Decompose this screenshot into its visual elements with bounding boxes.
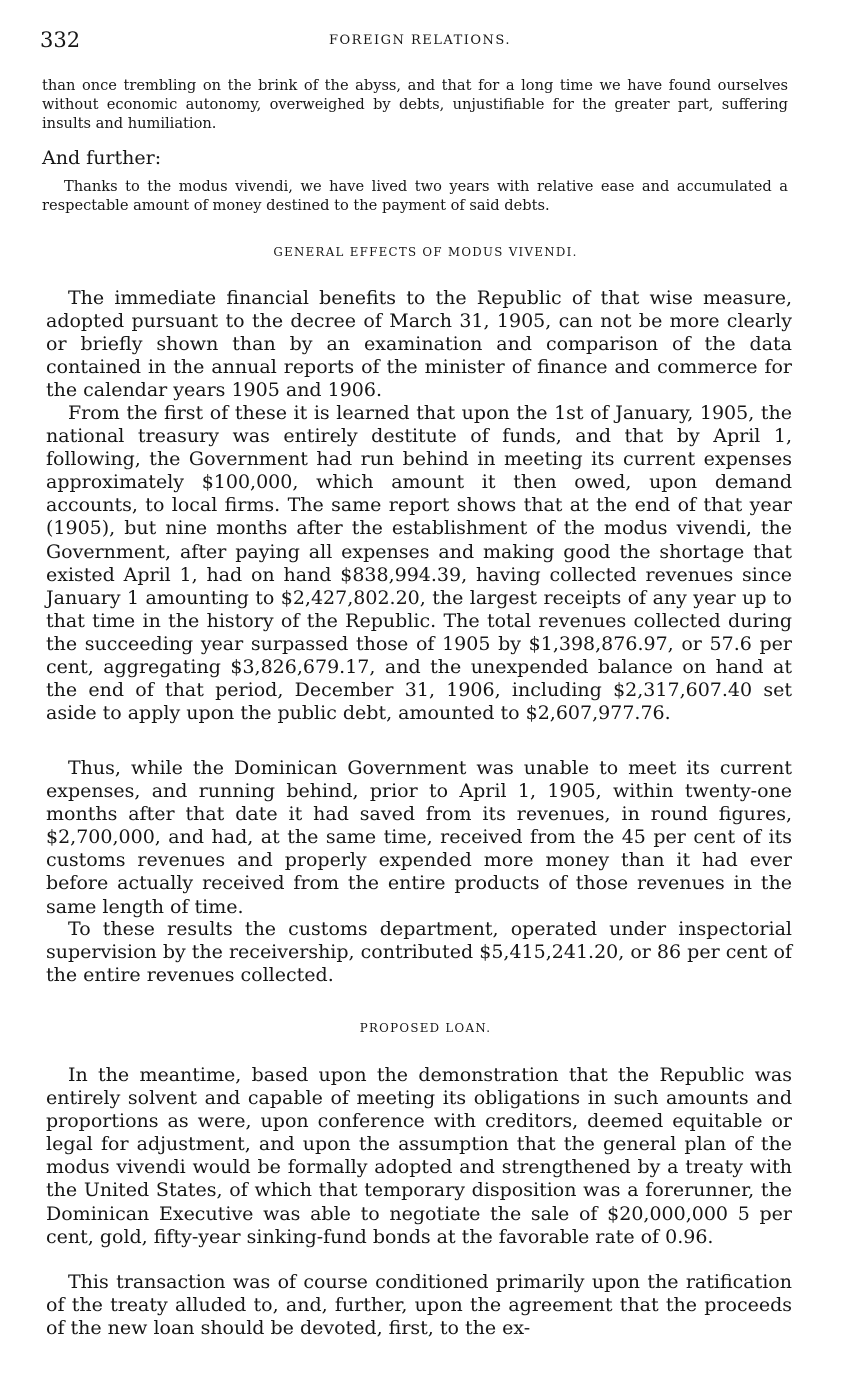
running-head bbox=[40, 28, 800, 58]
intro-text: And further: bbox=[42, 147, 162, 169]
paragraph-proposed-loan-1: In the meantime, based upon the demonstration that the Republic was entirely solvent and capable of meeting its obligations in such amounts and proportions as were, upon conference with creditors, deemed equitable or legal for adjustment, and upon the assumption that the general plan of the modus vivendi would be formally adopted and strengthened by a treaty with the United States, of which that temporary disposition was a forerunner, the Dominican Executive was able to negotiate the sale of $20,000,000 5 per cent, gold, fifty-year sinking-fund bonds at the favorable rate of 0.96. bbox=[46, 1064, 792, 1248]
paragraph-general-effects-3: Thus, while the Dominican Government was unable to meet its current expenses, and running behind, prior to April 1, 1905, within twenty-one months after that date it had saved from its revenues, in round figures, $2,700,000, and had, at the same time, received from the 45 per cent of its customs revenues and properly expended more money than it had ever before actually received from the entire products of those revenues in the same length of time. bbox=[46, 757, 792, 918]
section-heading-general-effects: GENERAL EFFECTS OF MODUS VIVENDI. bbox=[273, 245, 578, 259]
paragraph-proposed-loan-2: This transaction was of course conditioned primarily upon the ratification of the treaty alluded to, and, further, upon the agreement that the proceeds of the new loan should be devoted, first, to the ex- bbox=[46, 1271, 792, 1340]
quote-block-1: than once trembling on the brink of the abyss, and that for a long time we have found ourselves without economic autonomy, overweighed by debts, unjustifiable for the greater part, suffering insults and humiliation. bbox=[42, 77, 788, 132]
paragraph-general-effects-2: From the first of these it is learned that upon the 1st of January, 1905, the national treasury was entirely destitute of funds, and that by April 1, following, the Government had run behind in meeting its current expenses approximately $100,000, which amount it then owed, upon demand accounts, to local firms. The same report shows that at the end of that year (1905), but nine months after the establishment of the modus vivendi, the Government, after paying all expenses and making good the shortage that existed April 1, had on hand $838,994.39, having collected revenues since January 1 amounting to $2,427,802.20, the largest receipts of any year up to that time in the history of the Republic. The total revenues collected during the succeeding year surpassed those of 1905 by $1,398,876.97, or 57.6 per cent, aggregating $3,826,679.17, and the unexpended balance on hand at the end of that period, December 31, 1906, including $2,317,607.40 set aside to apply upon the public debt, amounted to $2,607,977.76. bbox=[46, 402, 792, 725]
quote-block-2: Thanks to the modus vivendi, we have lived two years with relative ease and accumulated a respectable amount of money destined to the payment of said debts. bbox=[42, 178, 788, 214]
section-heading-proposed-loan: PROPOSED LOAN. bbox=[359, 1021, 492, 1035]
header-title: FOREIGN RELATIONS. bbox=[329, 33, 511, 48]
paragraph-general-effects-1: The immediate financial benefits to the Republic of that wise measure, adopted pursuant to the decree of March 31, 1905, can not be more clearly or briefly shown than by an examination and comparison of the data contained in the annual reports of the minister of finance and commerce for the calendar years 1905 and 1906. bbox=[46, 287, 792, 402]
paragraph-general-effects-4: To these results the customs department, operated under inspectorial supervision by the receivership, contributed $5,415,241.20, or 86 per cent of the entire revenues collected. bbox=[46, 918, 792, 987]
page-number: 332 bbox=[40, 28, 81, 52]
